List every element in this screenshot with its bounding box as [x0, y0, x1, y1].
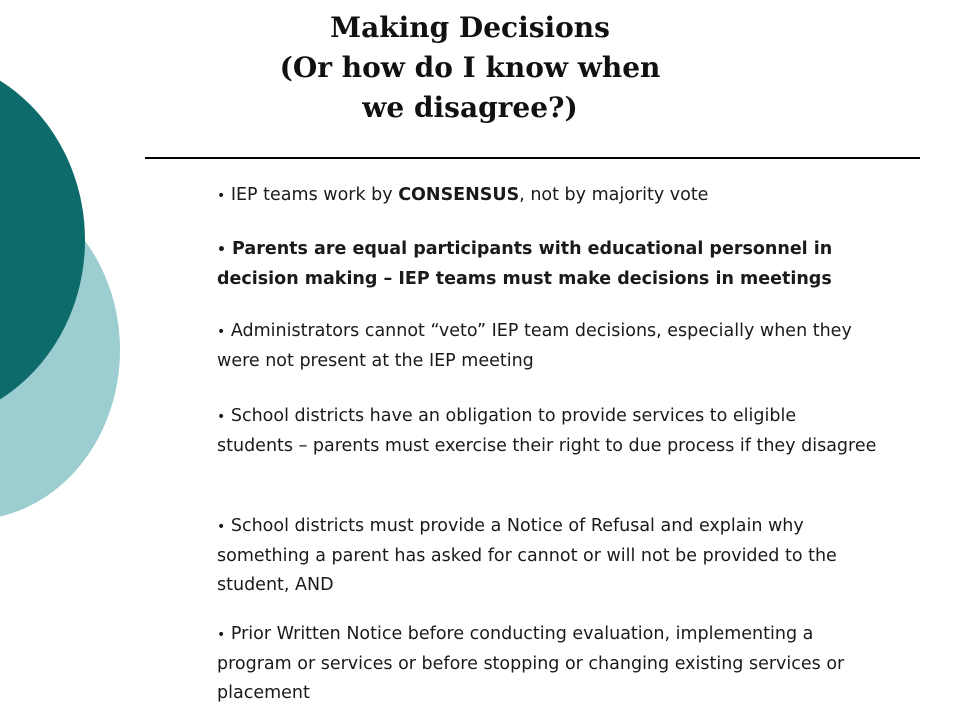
bullet-dot: •: [217, 324, 226, 340]
bullet-equal-participants: [217, 235, 877, 294]
bullet-dot: •: [217, 188, 226, 204]
bullet-text: School districts must provide a Notice of Refusal and explain why something a parent has asked for cannot or will not be provided to the student, AND: [217, 516, 837, 595]
bullet-prior-written-notice: [217, 620, 877, 708]
title-line-3: we disagree?): [362, 91, 578, 124]
bullet-text: Administrators cannot “veto” IEP team decisions, especially when they were not present at the IEP meeting: [217, 321, 852, 371]
bullet-notice-of-refusal: [217, 512, 877, 600]
bullet-dot: •: [217, 519, 226, 535]
bullet-obligation: [217, 402, 877, 461]
title-line-2: (Or how do I know when: [279, 51, 661, 84]
bullet-text: School districts have an obligation to provide services to eligible students – parents must exercise their right to due process if they disagree: [217, 406, 877, 456]
bullet-text: IEP teams work by: [230, 185, 399, 205]
bullet-no-veto: [217, 317, 877, 376]
title-line-1: Making Decisions: [330, 11, 610, 44]
bullet-text: , not by majority vote: [519, 185, 709, 205]
bullet-dot: •: [217, 409, 226, 425]
bullet-text: Parents are equal participants with educational personnel in decision making – IEP teams must make decisions in meetings: [217, 239, 833, 289]
bullet-consensus: [217, 181, 877, 211]
bullet-dot: •: [217, 242, 226, 258]
bullet-text: Prior Written Notice before conducting evaluation, implementing a program or services or before stopping or changing existing services or placement: [217, 624, 845, 703]
bullet-dot: •: [217, 627, 226, 643]
slide-title: [150, 8, 790, 128]
title-divider: [145, 157, 920, 159]
bullet-emphasis: CONSENSUS: [398, 185, 520, 205]
